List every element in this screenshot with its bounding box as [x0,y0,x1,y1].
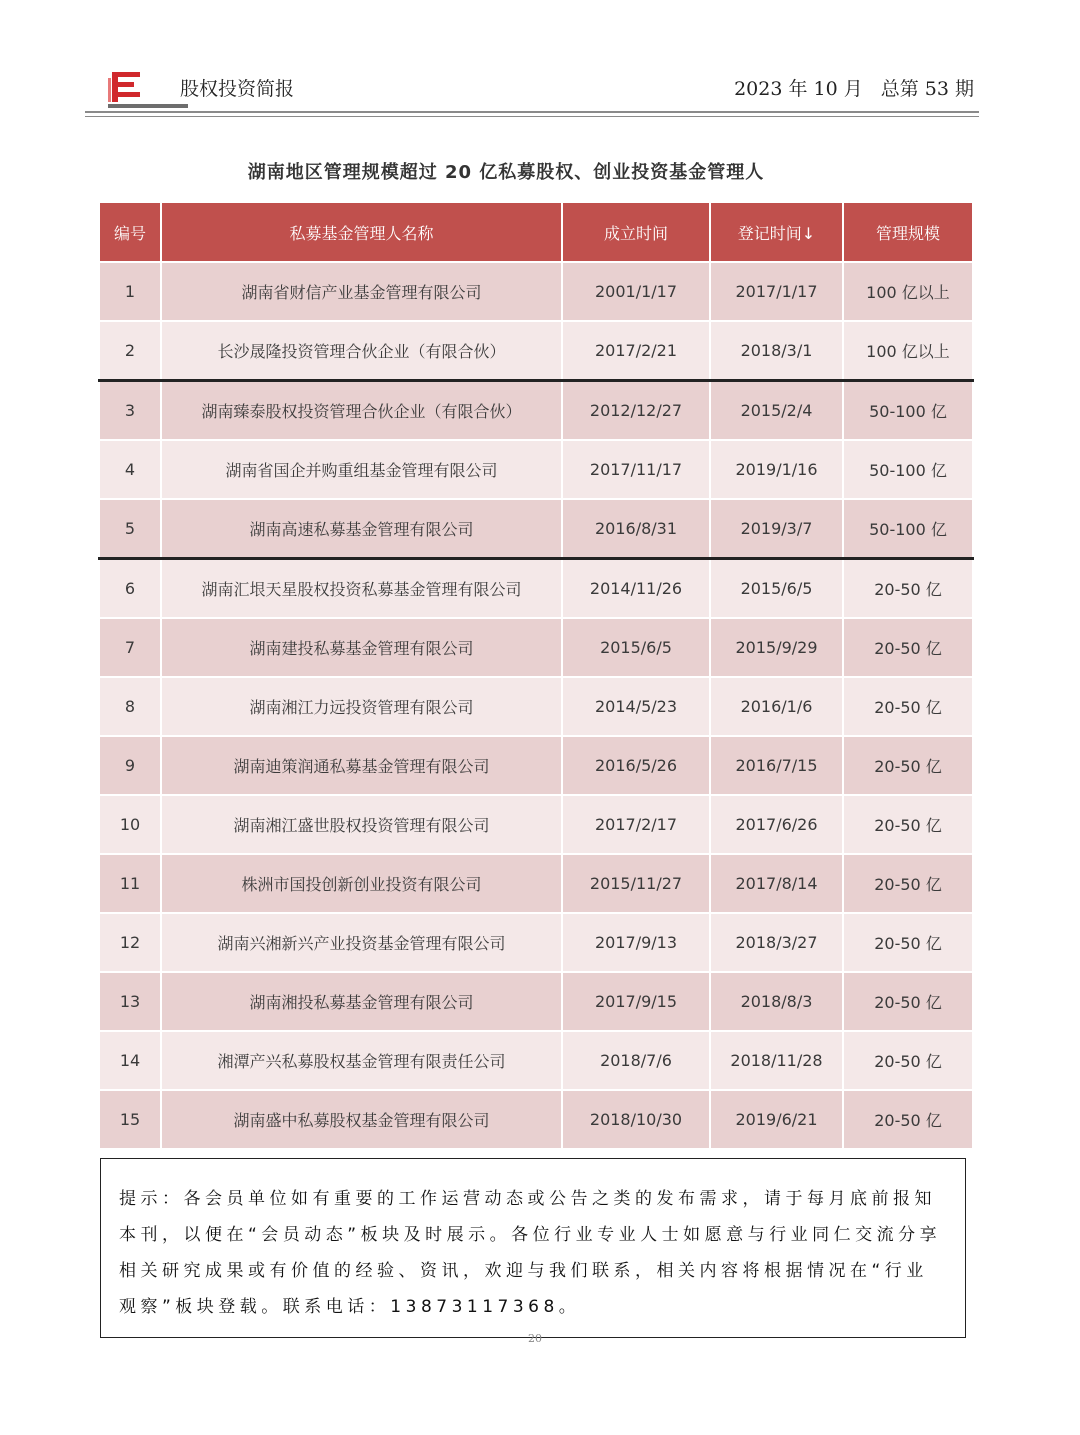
table-title: 湖南地区管理规模超过 20 亿私募股权、创业投资基金管理人 [247,162,765,183]
cell-founded-date: 2012/12/27 [562,381,710,441]
cell-founded-date: 2018/10/30 [562,1090,710,1149]
cell-registered-date: 2019/6/21 [710,1090,843,1149]
cell-manager-name: 湖南兴湘新兴产业投资基金管理有限公司 [161,913,562,972]
table-row [99,854,973,913]
cell-manager-name: 湖南建投私募基金管理有限公司 [161,618,562,677]
cell-number: 1 [99,262,161,321]
cell-manager-name: 湖南湘江盛世股权投资管理有限公司 [161,795,562,854]
cell-registered-date: 2018/3/27 [710,913,843,972]
table-row [99,618,973,677]
cell-registered-date: 2015/9/29 [710,618,843,677]
cell-registered-date: 2019/3/7 [710,499,843,559]
cell-registered-date: 2017/6/26 [710,795,843,854]
cell-manager-name: 湖南省国企并购重组基金管理有限公司 [161,440,562,499]
table-row [99,1031,973,1090]
cell-founded-date: 2017/2/17 [562,795,710,854]
cell-founded-date: 2015/6/5 [562,618,710,677]
cell-founded-date: 2017/11/17 [562,440,710,499]
cell-scale: 20-50 亿 [843,854,973,913]
cell-founded-date: 2014/11/26 [562,559,710,619]
cell-manager-name: 湖南汇垠天星股权投资私募基金管理有限公司 [161,559,562,619]
cell-registered-date: 2018/11/28 [710,1031,843,1090]
cell-number: 13 [99,972,161,1031]
notice-box: 提示：各会员单位如有重要的工作运营动态或公告之类的发布需求，请于每月底前报知本刊，以便在“会员动态”板块及时展示。各位行业专业人士如愿意与行业同仁交流分享相关研究成果或有价值的经验、资讯，欢迎与我们联系，相关内容将根据情况在“行业观察”板块登载。联系电话：13873117368。 [100,1158,966,1338]
table-row [99,321,973,381]
col-header-founded: 成立时间 [562,202,710,262]
cell-scale: 50-100 亿 [843,499,973,559]
cell-registered-date: 2015/2/4 [710,381,843,441]
cell-registered-date: 2018/3/1 [710,321,843,381]
table-row [99,913,973,972]
cell-scale: 20-50 亿 [843,1090,973,1149]
cell-founded-date: 2018/7/6 [562,1031,710,1090]
table-row [99,262,973,321]
cell-number: 5 [99,499,161,559]
cell-manager-name: 湖南迪策润通私募基金管理有限公司 [161,736,562,795]
cell-number: 6 [99,559,161,619]
col-header-name: 私募基金管理人名称 [161,202,562,262]
cell-founded-date: 2017/9/15 [562,972,710,1031]
cell-founded-date: 2001/1/17 [562,262,710,321]
cell-registered-date: 2017/8/14 [710,854,843,913]
cell-number: 3 [99,381,161,441]
cell-number: 7 [99,618,161,677]
cell-number: 4 [99,440,161,499]
cell-founded-date: 2015/11/27 [562,854,710,913]
table-row [99,499,973,559]
cell-manager-name: 湖南省财信产业基金管理有限公司 [161,262,562,321]
cell-registered-date: 2017/1/17 [710,262,843,321]
cell-registered-date: 2018/8/3 [710,972,843,1031]
cell-scale: 50-100 亿 [843,440,973,499]
cell-scale: 20-50 亿 [843,1031,973,1090]
cell-founded-date: 2017/2/21 [562,321,710,381]
cell-number: 11 [99,854,161,913]
cell-number: 8 [99,677,161,736]
cell-registered-date: 2019/1/16 [710,440,843,499]
cell-founded-date: 2016/5/26 [562,736,710,795]
table-header-row [99,202,973,262]
cell-registered-date: 2015/6/5 [710,559,843,619]
cell-scale: 20-50 亿 [843,677,973,736]
cell-scale: 20-50 亿 [843,618,973,677]
cell-number: 14 [99,1031,161,1090]
cell-manager-name: 湖南臻泰股权投资管理合伙企业（有限合伙） [161,381,562,441]
cell-scale: 20-50 亿 [843,972,973,1031]
col-header-number: 编号 [99,202,161,262]
cell-founded-date: 2016/8/31 [562,499,710,559]
header-rule [85,111,979,113]
cell-number: 10 [99,795,161,854]
page-header [0,0,1080,125]
cell-registered-date: 2016/1/6 [710,677,843,736]
cell-manager-name: 湖南湘江力远投资管理有限公司 [161,677,562,736]
table-row [99,559,973,619]
cell-number: 9 [99,736,161,795]
cell-scale: 100 亿以上 [843,321,973,381]
table-row [99,795,973,854]
issue-number: 总第 53 期 [880,78,974,100]
table-row [99,1090,973,1149]
col-header-registered[interactable]: 登记时间↓ [710,202,843,262]
association-logo [108,68,180,114]
cell-manager-name: 湘潭产兴私募股权基金管理有限责任公司 [161,1031,562,1090]
table-row [99,440,973,499]
table-row [99,972,973,1031]
logo-underline [108,104,188,108]
cell-scale: 100 亿以上 [843,262,973,321]
issue-info [716,74,974,101]
table-body [99,262,973,1149]
table-row [99,736,973,795]
page-number: 20 [528,1332,542,1345]
fund-manager-table [98,201,974,1150]
header-rule-thin [85,116,979,117]
cell-manager-name: 湖南高速私募基金管理有限公司 [161,499,562,559]
cell-scale: 20-50 亿 [843,913,973,972]
cell-number: 15 [99,1090,161,1149]
cell-registered-date: 2016/7/15 [710,736,843,795]
cell-manager-name: 湖南湘投私募基金管理有限公司 [161,972,562,1031]
cell-number: 12 [99,913,161,972]
cell-manager-name: 湖南盛中私募股权基金管理有限公司 [161,1090,562,1149]
cell-manager-name: 长沙晟隆投资管理合伙企业（有限合伙） [161,321,562,381]
issue-date: 2023 年 10 月 [734,78,863,100]
logo-mark-icon [108,68,144,104]
cell-manager-name: 株洲市国投创新创业投资有限公司 [161,854,562,913]
cell-founded-date: 2014/5/23 [562,677,710,736]
table-row [99,381,973,441]
cell-scale: 20-50 亿 [843,795,973,854]
table-row [99,677,973,736]
cell-founded-date: 2017/9/13 [562,913,710,972]
col-header-scale: 管理规模 [843,202,973,262]
publication-title: 股权投资简报 [180,78,295,100]
cell-scale: 20-50 亿 [843,736,973,795]
cell-number: 2 [99,321,161,381]
cell-scale: 50-100 亿 [843,381,973,441]
cell-scale: 20-50 亿 [843,559,973,619]
